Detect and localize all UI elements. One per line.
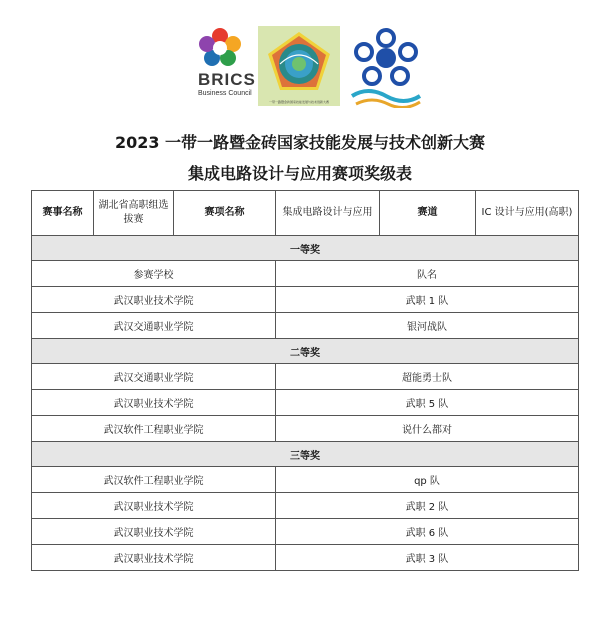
logo-bar	[0, 20, 600, 110]
section-title: 三等奖	[32, 442, 579, 467]
page-subtitle: 集成电路设计与应用赛项奖级表	[187, 164, 412, 183]
school-cell: 武汉交通职业学院	[32, 364, 276, 390]
emblem-caption: 一带一路暨金砖国家技能发展与技术创新大赛	[268, 100, 329, 104]
section-row	[32, 339, 579, 364]
table-row	[32, 287, 579, 313]
team-column-header: 队名	[276, 261, 579, 287]
school-cell: 武汉职业技术学院	[32, 519, 276, 545]
school-cell: 武汉职业技术学院	[32, 287, 276, 313]
section-row	[32, 442, 579, 467]
team-cell: 武职 3 队	[276, 545, 579, 571]
section-row	[32, 236, 579, 261]
competition-emblem	[258, 26, 340, 106]
table-row	[32, 313, 579, 339]
award-table	[31, 190, 579, 571]
flower-logo-icon	[348, 24, 424, 108]
column-header-row	[32, 261, 579, 287]
brics-star-icon	[190, 24, 260, 70]
table-row	[32, 416, 579, 442]
school-cell: 武汉交通职业学院	[32, 313, 276, 339]
track-label: 赛道	[380, 191, 476, 236]
school-cell: 武汉职业技术学院	[32, 493, 276, 519]
team-cell: 超能勇士队	[276, 364, 579, 390]
team-cell: qp 队	[276, 467, 579, 493]
team-cell: 说什么都对	[276, 416, 579, 442]
brics-wordmark: BRICS	[198, 70, 256, 89]
table-row	[32, 364, 579, 390]
school-cell: 武汉职业技术学院	[32, 545, 276, 571]
team-cell: 武职 1 队	[276, 287, 579, 313]
table-row	[32, 545, 579, 571]
section-title: 一等奖	[32, 236, 579, 261]
team-cell: 银河战队	[276, 313, 579, 339]
school-cell: 武汉软件工程职业学院	[32, 467, 276, 493]
page-title: 2023 一带一路暨金砖国家技能发展与技术创新大赛	[114, 133, 486, 152]
item-value: 集成电路设计与应用	[276, 191, 380, 236]
event-label: 赛事名称	[32, 191, 94, 236]
brics-subtext: Business Council	[198, 90, 252, 97]
team-cell: 武职 6 队	[276, 519, 579, 545]
brics-logo	[190, 24, 260, 104]
track-value: IC 设计与应用(高职)	[476, 191, 579, 236]
header-row	[32, 191, 579, 236]
event-value: 湖北省高职组选拔赛	[94, 191, 174, 236]
table-row	[32, 519, 579, 545]
team-cell: 武职 5 队	[276, 390, 579, 416]
section-title: 二等奖	[32, 339, 579, 364]
school-cell: 武汉软件工程职业学院	[32, 416, 276, 442]
team-cell: 武职 2 队	[276, 493, 579, 519]
school-cell: 武汉职业技术学院	[32, 390, 276, 416]
table-row	[32, 390, 579, 416]
item-label: 赛项名称	[174, 191, 276, 236]
school-column-header: 参赛学校	[32, 261, 276, 287]
globe-emblem-icon	[258, 26, 340, 98]
table-row	[32, 467, 579, 493]
table-row	[32, 493, 579, 519]
skills-logo	[348, 24, 424, 108]
